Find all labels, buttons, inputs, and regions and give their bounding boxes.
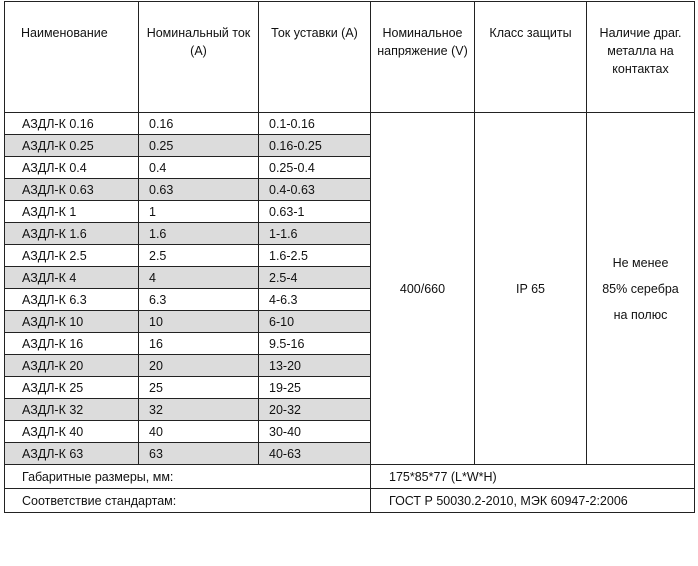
row-setting-current: 20-32 [259,399,371,421]
row-nominal-current: 25 [139,377,259,399]
header-setting-current: Ток уставки (А) [259,2,371,113]
row-nominal-current: 6.3 [139,289,259,311]
row-setting-current: 4-6.3 [259,289,371,311]
row-nominal-current: 40 [139,421,259,443]
header-precious-metal: Наличие драг. металла на контактах [587,2,695,113]
header-protection-class: Класс защиты [475,2,587,113]
voltage-cell: 400/660 [371,113,475,465]
row-nominal-current: 4 [139,267,259,289]
header-nominal-voltage: Номинальное напряжение (V) [371,2,475,113]
row-name: АЗДЛ-К 40 [5,421,139,443]
standards-label: Соответствие стандартам: [5,489,371,513]
standards-row [5,489,695,513]
row-name: АЗДЛ-К 0.4 [5,157,139,179]
header-name: Наименование [5,2,139,113]
row-setting-current: 19-25 [259,377,371,399]
row-setting-current: 0.25-0.4 [259,157,371,179]
row-nominal-current: 63 [139,443,259,465]
row-name: АЗДЛ-К 0.63 [5,179,139,201]
header-nominal-current: Номинальный ток (А) [139,2,259,113]
row-setting-current: 0.16-0.25 [259,135,371,157]
protection-class-cell: IP 65 [475,113,587,465]
row-setting-current: 0.4-0.63 [259,179,371,201]
row-name: АЗДЛ-К 1.6 [5,223,139,245]
row-nominal-current: 2.5 [139,245,259,267]
precious-metal-cell [587,113,695,465]
row-nominal-current: 10 [139,311,259,333]
row-setting-current: 1.6-2.5 [259,245,371,267]
row-name: АЗДЛ-К 32 [5,399,139,421]
row-name: АЗДЛ-К 25 [5,377,139,399]
row-name: АЗДЛ-К 4 [5,267,139,289]
row-setting-current: 0.63-1 [259,201,371,223]
row-name: АЗДЛ-К 6.3 [5,289,139,311]
row-name: АЗДЛ-К 0.16 [5,113,139,135]
row-nominal-current: 1 [139,201,259,223]
row-nominal-current: 20 [139,355,259,377]
precious-metal-line: Не менее [612,255,669,270]
row-nominal-current: 0.16 [139,113,259,135]
standards-value: ГОСТ Р 50030.2-2010, МЭК 60947-2:2006 [371,489,695,513]
row-setting-current: 1-1.6 [259,223,371,245]
spec-table [4,1,695,513]
row-nominal-current: 0.63 [139,179,259,201]
row-setting-current: 9.5-16 [259,333,371,355]
table-row [5,113,695,135]
row-setting-current: 0.1-0.16 [259,113,371,135]
row-setting-current: 30-40 [259,421,371,443]
row-name: АЗДЛ-К 0.25 [5,135,139,157]
row-name: АЗДЛ-К 63 [5,443,139,465]
header-row [5,2,695,113]
row-nominal-current: 32 [139,399,259,421]
row-nominal-current: 1.6 [139,223,259,245]
row-setting-current: 2.5-4 [259,267,371,289]
dimensions-value: 175*85*77 (L*W*H) [371,465,695,489]
precious-metal-line: 85% серебра [602,281,679,296]
precious-metal-line: на полюс [613,307,668,322]
dimensions-row [5,465,695,489]
row-name: АЗДЛ-К 2.5 [5,245,139,267]
dimensions-label: Габаритные размеры, мм: [5,465,371,489]
row-setting-current: 13-20 [259,355,371,377]
row-nominal-current: 16 [139,333,259,355]
row-name: АЗДЛ-К 10 [5,311,139,333]
row-setting-current: 40-63 [259,443,371,465]
row-nominal-current: 0.25 [139,135,259,157]
row-setting-current: 6-10 [259,311,371,333]
row-nominal-current: 0.4 [139,157,259,179]
row-name: АЗДЛ-К 16 [5,333,139,355]
row-name: АЗДЛ-К 1 [5,201,139,223]
row-name: АЗДЛ-К 20 [5,355,139,377]
